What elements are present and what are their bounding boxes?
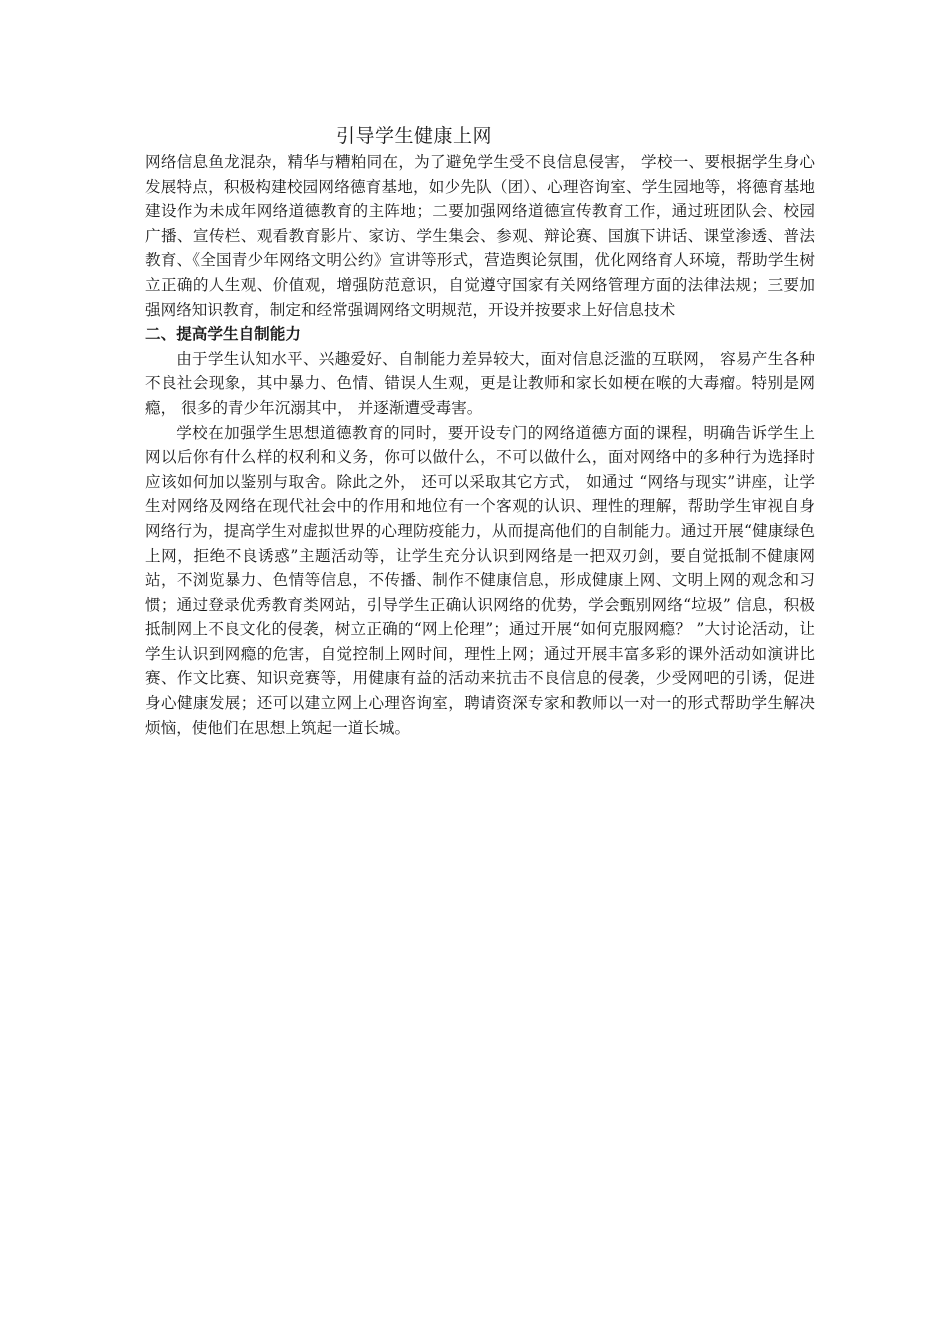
document-body	[145, 150, 815, 740]
paragraph-intro: 网络信息鱼龙混杂，精华与糟粕同在，为了避免学生受不良信息侵害， 学校一、要根据学生身心发展特点，积极构建校园网络德育基地，如少先队（团）、心理咨询室、学生园地等，将德育基地建设作为未成年网络道德教育的主阵地；二要加强网络道德宣传教育工作，通过班团队会、校园广播、宣传栏、观看教育影片、家访、学生集会、参观、辩论赛、国旗下讲话、课堂渗透、普法教育、《全国青少年网络文明公约》宣讲等形式，营造舆论氛围，优化网络育人环境，帮助学生树立正确的人生观、价值观，增强防范意识，自觉遵守国家有关网络管理方面的法律法规；三要加强网络知识教育，制定和经常强调网络文明规范，开设并按要求上好信息技术	[145, 153, 815, 319]
paragraph-school-measures: 学校在加强学生思想道德教育的同时，要开设专门的网络道德方面的课程，明确告诉学生上网以后你有什么样的权利和义务，你可以做什么，不可以做什么，面对网络中的多种行为选择时应该如何加以鉴别与取舍。除此之外， 还可以采取其它方式， 如通过 “网络与现实”讲座，让学生对网络及网络在现代社会中的作用和地位有一个客观的认识、理性的理解，帮助学生审视自身网络行为，提高学生对虚拟世界的心理防疫能力，从而提高他们的自制能力。通过开展“健康绿色上网，拒绝不良诱惑”主题活动等，让学生充分认识到网络是一把双刃剑，要自觉抵制不健康网站，不浏览暴力、色情等信息，不传播、制作不健康信息，形成健康上网、文明上网的观念和习惯；通过登录优秀教育类网站，引导学生正确认识网络的优势，学会甄别网络“垃圾” 信息，积极抵制网上不良文化的侵袭，树立正确的“网上伦理”；通过开展“如何克服网瘾？ ”大讨论活动，让学生认识到网瘾的危害，自觉控制上网时间，理性上网；通过开展丰富多彩的课外活动如演讲比赛、作文比赛、知识竞赛等，用健康有益的活动来抗击不良信息的侵袭，少受网吧的引诱，促进身心健康发展；还可以建立网上心理咨询室，聘请资深专家和教师以一对一的形式帮助学生解决烦恼，使他们在思想上筑起一道长城。	[145, 423, 815, 737]
paragraph-self-control-background: 由于学生认知水平、兴趣爱好、自制能力差异较大，面对信息泛滥的互联网， 容易产生各种不良社会现象，其中暴力、色情、错误人生观，更是让教师和家长如梗在喉的大毒瘤。特别是网瘾， 很多的青少年沉溺其中， 并逐渐遭受毒害。	[145, 349, 815, 417]
document-title: 引导学生健康上网	[336, 125, 493, 147]
section-heading-self-control: 二、提高学生自制能力	[145, 324, 301, 344]
